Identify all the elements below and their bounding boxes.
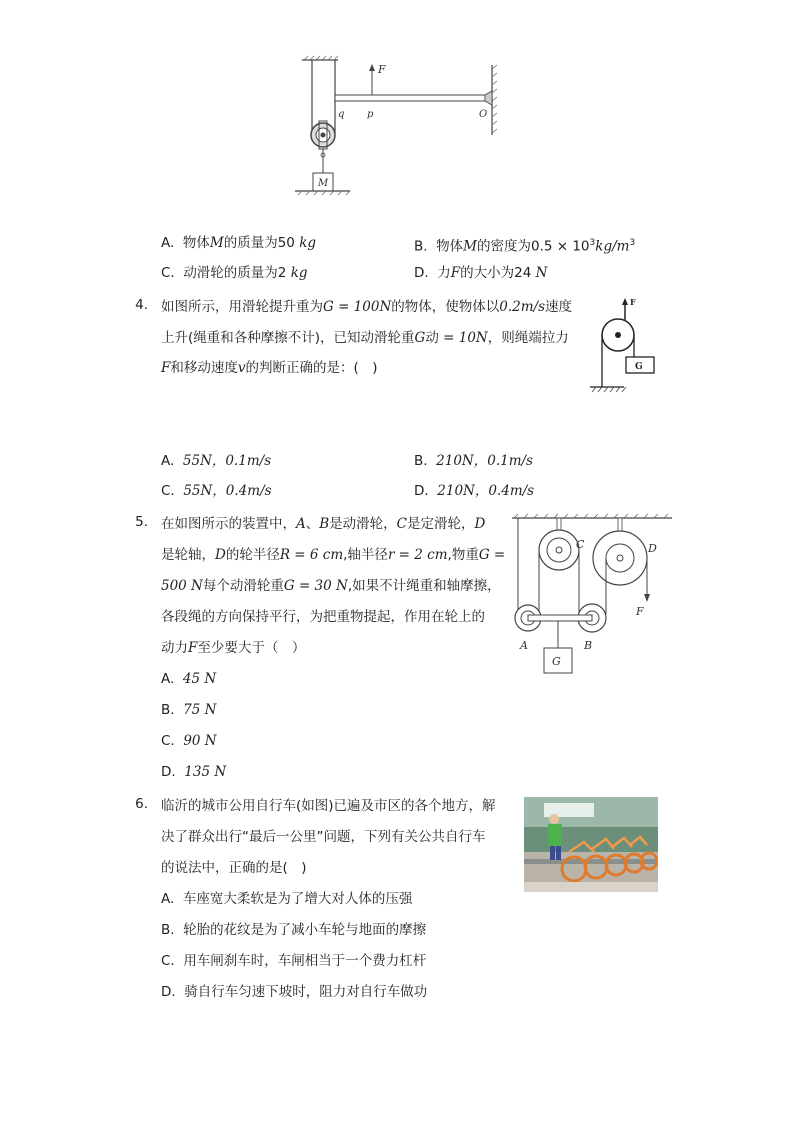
q4-number: 4. — [135, 297, 148, 313]
q4-pulley-figure — [582, 295, 662, 400]
q5-stem-line5: 动力F至少要大于（ ） — [161, 640, 306, 656]
q5-stem-line1: 在如图所示的装置中，A、B是动滑轮，C是定滑轮，D — [161, 516, 486, 532]
q4-fig-label-F: F — [630, 297, 636, 307]
q6-stem-line2: 决了群众出行“最后一公里”问题，下列有关公共自行车 — [161, 829, 486, 845]
q5-fig-label-F: F — [636, 605, 644, 618]
q5-stem-line3: 500 N每个动滑轮重G = 30 N,如果不计绳重和轴摩擦， — [161, 578, 501, 594]
q5-number: 5. — [135, 514, 148, 530]
q3-option-a[interactable]: A. 物体M的质量为50 kg — [161, 235, 317, 251]
fig3-label-M: M — [318, 178, 329, 189]
q6-option-d[interactable]: D. 骑自行车匀速下坡时，阻力对自行车做功 — [161, 984, 428, 1000]
lever-pulley-figure — [290, 55, 520, 200]
q6-number: 6. — [135, 796, 148, 812]
q5-stem-line4: 各段绳的方向保持平行，为把重物提起，作用在轮上的 — [161, 609, 485, 625]
q5-fig-label-A: A — [520, 639, 528, 652]
q4-stem-line3: F和移动速度v的判断正确的是：( ) — [161, 360, 378, 376]
q4-option-d[interactable]: D. 210N，0.4m/s — [414, 483, 535, 499]
q4-option-c[interactable]: C. 55N，0.4m/s — [161, 483, 272, 499]
q5-fig-label-B: B — [584, 639, 593, 652]
q5-option-c[interactable]: C. 90 N — [161, 733, 217, 749]
public-bicycles-photo — [524, 797, 658, 892]
q5-fig-label-D: D — [648, 542, 657, 555]
q3-option-d[interactable]: D. 力F的大小为24 N — [414, 265, 548, 281]
q6-option-a[interactable]: A. 车座宽大柔软是为了增大对人体的压强 — [161, 891, 413, 907]
q6-option-b[interactable]: B. 轮胎的花纹是为了减小车轮与地面的摩擦 — [161, 922, 427, 938]
q5-option-a[interactable]: A. 45 N — [161, 671, 217, 687]
q4-option-b[interactable]: B. 210N，0.1m/s — [414, 453, 533, 469]
q5-fig-label-C: C — [576, 538, 585, 551]
fig3-label-F: F — [378, 63, 386, 76]
q5-option-b[interactable]: B. 75 N — [161, 702, 217, 718]
fig3-label-q: q — [338, 109, 345, 120]
q6-stem-line3: 的说法中，正确的是( ) — [161, 860, 307, 876]
q3-option-c[interactable]: C. 动滑轮的质量为2 kg — [161, 265, 308, 281]
q5-fig-label-G: G — [552, 655, 561, 668]
q5-pulley-system-figure — [508, 512, 676, 677]
q3-option-b[interactable]: B. 物体M的密度为$0.5 \times 10^3kg/m^3$ — [414, 238, 636, 255]
q4-option-a[interactable]: A. 55N，0.1m/s — [161, 453, 272, 469]
q5-option-d[interactable]: D. 135 N — [161, 764, 227, 780]
q6-stem-line1: 临沂的城市公用自行车(如图)已遍及市区的各个地方，解 — [161, 798, 496, 814]
fig3-label-O: O — [479, 109, 488, 120]
q4-stem-line2: 上升(绳重和各种摩擦不计)，已知动滑轮重G动 = 10N，则绳端拉力 — [161, 330, 569, 346]
q4-stem-line1: 如图所示，用滑轮提升重为G = 100N的物体，使物体以0.2m/s速度 — [161, 299, 573, 315]
q6-option-c[interactable]: C. 用车闸刹车时，车闸相当于一个费力杠杆 — [161, 953, 427, 969]
q5-stem-line2: 是轮轴，D的轮半径R = 6 cm,轴半径r = 2 cm,物重G = — [161, 547, 506, 563]
q4-fig-label-G: G — [635, 362, 643, 372]
fig3-label-p: p — [367, 109, 374, 120]
